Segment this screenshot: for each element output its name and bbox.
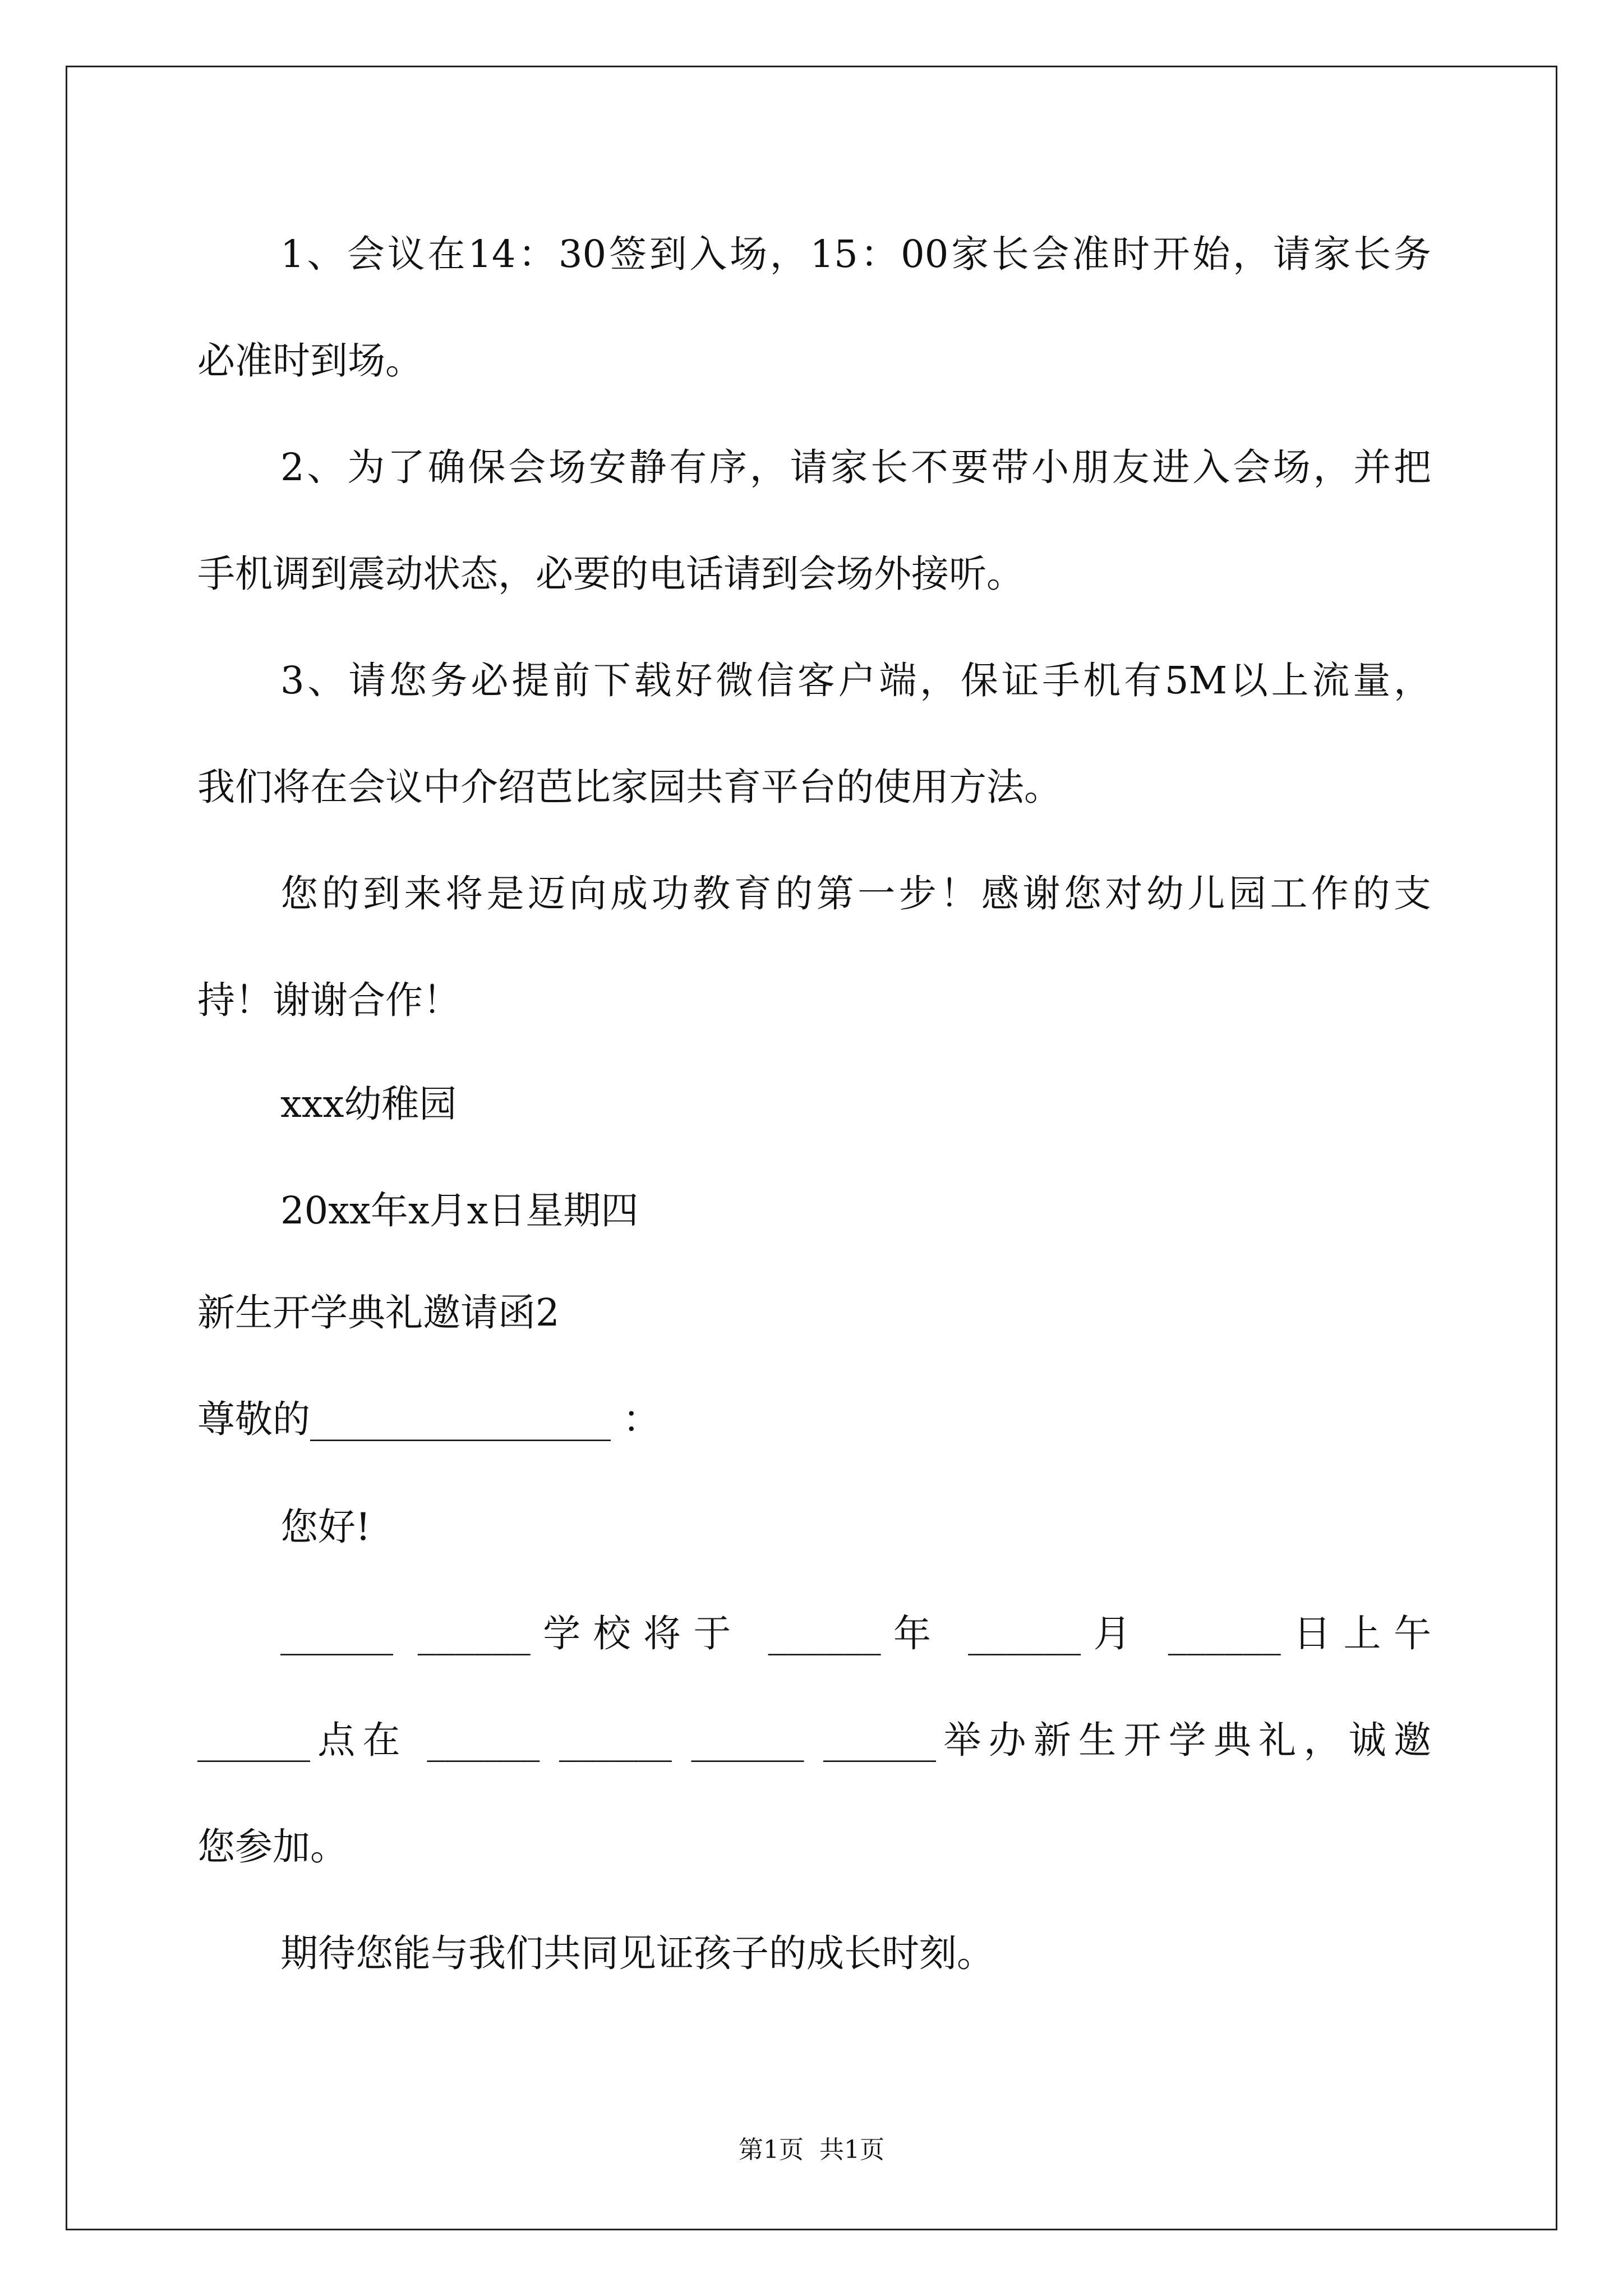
signature-date: 20xx年x月x日星期四 bbox=[280, 1189, 639, 1232]
closing-line: 期待您能与我们共同见证孩子的成长时刻。 bbox=[280, 1931, 994, 1975]
section-title: 新生开学典礼邀请函2 bbox=[197, 1291, 560, 1335]
paragraph-3-line-1: 3、请您务必提前下载好微信客户端，保证手机有5M以上流量， bbox=[280, 659, 1431, 702]
salutation: 尊敬的________________ ： bbox=[197, 1397, 661, 1441]
paragraph-1-line-2: 必准时到场。 bbox=[197, 339, 423, 383]
paragraph-4-line-1: 您的到来将是迈向成功教育的第一步！感谢您对幼儿园工作的支 bbox=[280, 872, 1431, 915]
invitation-line-1: ______ ______学校将于 ______年 ______月 ______日上午 bbox=[280, 1612, 1431, 1655]
paragraph-1-line-1: 1、会议在14：30签到入场，15：00家长会准时开始，请家长务 bbox=[280, 232, 1431, 276]
paragraph-2-line-2: 手机调到震动状态，必要的电话请到会场外接听。 bbox=[197, 552, 1024, 596]
page-number-footer: 第1页 共1页 bbox=[739, 2136, 884, 2164]
invitation-line-3: 您参加。 bbox=[197, 1825, 348, 1869]
paragraph-3-line-2: 我们将在会议中介绍芭比家园共育平台的使用方法。 bbox=[197, 765, 1062, 809]
signature-organization: xxx幼稚园 bbox=[280, 1082, 457, 1126]
greeting: 您好! bbox=[280, 1505, 371, 1549]
invitation-line-2: ______点在 ______ ______ ______ ______举办新生开学典礼，诚邀 bbox=[197, 1718, 1431, 1762]
paragraph-2-line-1: 2、为了确保会场安静有序，请家长不要带小朋友进入会场，并把 bbox=[280, 445, 1431, 489]
paragraph-4-line-2: 持！谢谢合作！ bbox=[197, 978, 460, 1022]
page-border bbox=[66, 66, 1557, 2230]
